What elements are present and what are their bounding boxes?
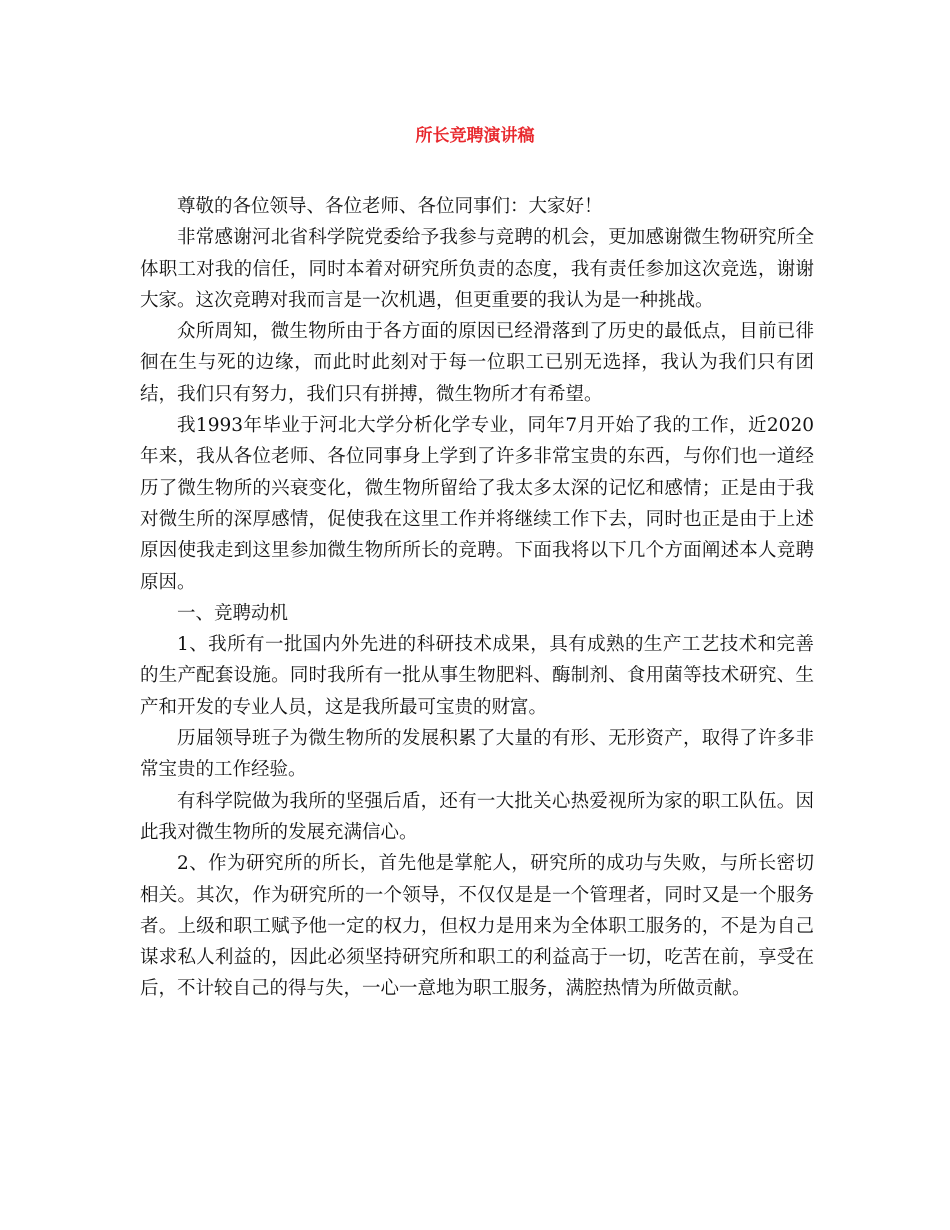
section-heading-motivation: 一、竞聘动机 [177,602,289,624]
paragraph-point-2: 2、作为研究所的所长，首先他是掌舵人，研究所的成功与失败，与所长密切相关。其次，作为研究所的一个领导，不仅仅是是一个管理者，同时又是一个服务者。上级和职工赋予他一定的权力，但权力是用来为全体职工服务的，不是为自己谋求私人利益的，因此必须坚持研究所和职工的利益高于一切，吃苦在前，享受在后，不计较自己的得与失，一心一意地为职工服务，满腔热情为所做贡献。 [140,853,814,1000]
document-title: 所长竞聘演讲稿 [415,126,535,146]
paragraph-thanks: 非常感谢河北省科学院党委给予我参与竞聘的机会，更加感谢微生物研究所全体职工对我的信任，同时本着对研究所负责的态度，我有责任参加这次竞选，谢谢大家。这次竞聘对我而言是一次机遇，但更重要的我认为是一种挑战。 [140,227,814,311]
paragraph-support: 有科学院做为我所的坚强后盾，还有一大批关心热爱视所为家的职工队伍。因此我对微生物所的发展充满信心。 [140,790,814,843]
paragraph-greeting: 尊敬的各位领导、各位老师、各位同事们：大家好！ [177,196,603,217]
paragraph-situation: 众所周知，微生物所由于各方面的原因已经滑落到了历史的最低点，目前已徘徊在生与死的边缘，而此时此刻对于每一位职工已别无选择，我认为我们只有团结，我们只有努力，我们只有拼搏，微生物所才有希望。 [140,321,814,405]
document-body [140,191,814,1005]
paragraph-background: 我1993年毕业于河北大学分析化学专业，同年7月开始了我的工作，近2020年来，我从各位老师、各位同事身上学到了许多非常宝贵的东西，与你们也一道经历了微生物所的兴衰变化，微生物所留给了我太多太深的记忆和感情；正是由于我对微生所的深厚感情，促使我在这里工作并将继续工作下去，同时也正是由于上述原因使我走到这里参加微生物所所长的竞聘。下面我将以下几个方面阐述本人竞聘原因。 [140,415,814,593]
paragraph-point-1: 1、我所有一批国内外先进的科研技术成果，具有成熟的生产工艺技术和完善的生产配套设施。同时我所有一批从事生物肥料、酶制剂、食用菌等技术研究、生产和开发的专业人员，这是我所最可宝贵的财富。 [140,634,814,718]
paragraph-leadership: 历届领导班子为微生物所的发展积累了大量的有形、无形资产，取得了许多非常宝贵的工作经验。 [140,728,814,781]
